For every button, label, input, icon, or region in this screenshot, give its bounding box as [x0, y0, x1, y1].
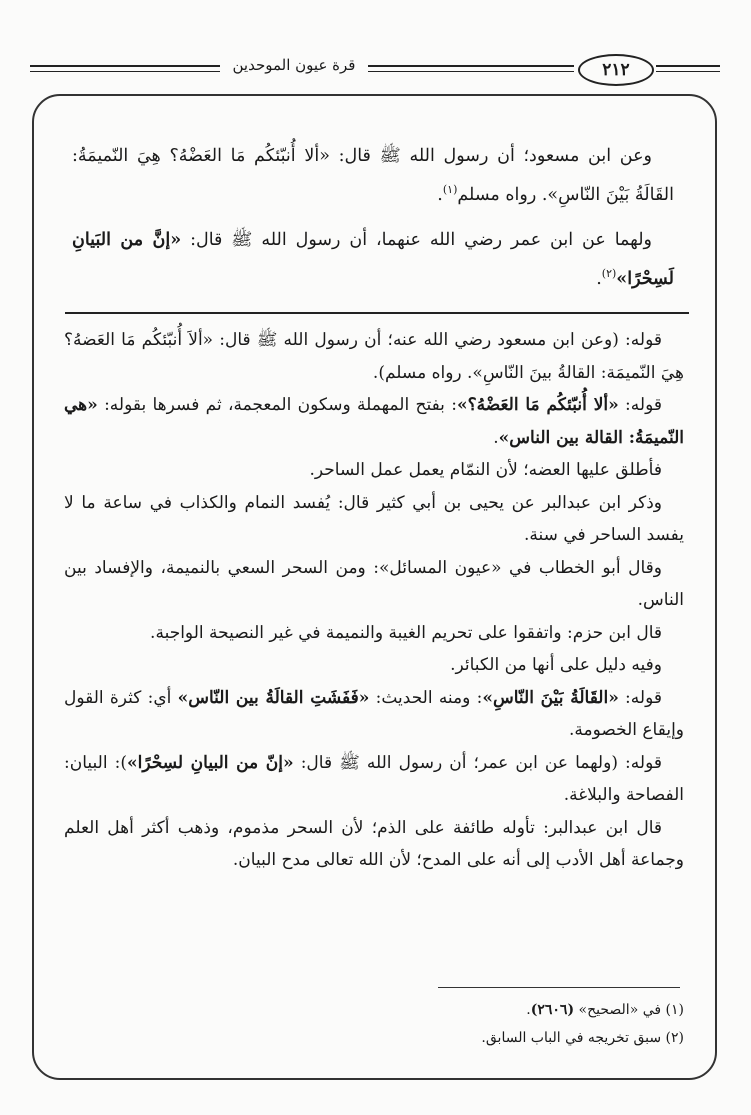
footnotes — [72, 996, 684, 1052]
footnote-1 — [72, 996, 684, 1024]
header-rule-middle-thin — [368, 71, 574, 72]
sharh-paragraph-8 — [64, 682, 684, 747]
matn-hadith-ibn-masud: وعن ابن مسعود؛ أن رسول الله ﷺ قال: «ألا أُنبّئكُم مَا العَضْهُ؟ هِيَ النّميمَةُ: القَالَةُ بَيْنَ النّاسِ». رواه مسلم — [72, 146, 674, 205]
footnote-number: (١) — [665, 1002, 684, 1018]
sharh-paragraph-10: قال ابن عبدالبر: تأوله طائفة على الذم؛ لأن السحر مذموم، وذهب أكثر أهل العلم وجماعة أهل الأدب إلى أنه على المدح؛ لأن الله تعالى مدح البيان. — [64, 817, 684, 870]
matn-hadith-ibn-umar: ولهما عن ابن عمر رضي الله عنهما، أن رسول الله ﷺ قال: — [181, 229, 652, 250]
period: . — [493, 427, 499, 448]
header-rule-middle — [368, 65, 574, 67]
sharh-paragraph-5: وقال أبو الخطاب في «عيون المسائل»: ومن السحر السعي بالنميمة، والإفساد بين الناس. — [64, 557, 684, 610]
period: . — [526, 1002, 531, 1018]
section-divider — [65, 312, 689, 314]
text: قوله: — [618, 687, 662, 708]
sharh-paragraph-9 — [64, 747, 684, 812]
footnote-ref-2: (٢) — [601, 266, 617, 280]
bold-quote: «القَالَةُ بَيْنَ النّاسِ» — [482, 687, 619, 708]
sharh-section — [64, 324, 684, 877]
bold-quote: «هي النّميمَةُ: القالة بين الناس» — [64, 395, 684, 448]
page-header — [0, 50, 751, 90]
footnote-2 — [72, 1024, 684, 1052]
bold-quote: «فَفَشَتِ القالَةُ بين النّاس» — [177, 687, 370, 708]
book-title: قرة عيون الموحدين — [228, 56, 360, 74]
sharh-paragraph-1: قوله: (وعن ابن مسعود رضي الله عنه؛ أن رسول الله ﷺ قال: «ألاَ أُنبّئكُم مَا العَضهُ؟ هِيَ النّميمَة: القالةُ بينَ النّاسِ». رواه مسلم). — [64, 330, 684, 383]
period: . — [596, 268, 602, 289]
text: قوله: (ولهما عن ابن عمر؛ أن رسول الله ﷺ قال: — [293, 752, 662, 773]
bold-quote: «ألا أُنبّئكُم مَا العَضْهُ؟» — [456, 395, 619, 415]
text: قوله: — [618, 395, 662, 415]
sharh-paragraph-3: فأطلق عليها العضه؛ لأن النمّام يعمل عمل الساحر. — [309, 460, 662, 480]
footnote-number: (٢) — [665, 1030, 684, 1046]
header-rule-left-thin — [30, 71, 220, 72]
matn-paragraph-1 — [72, 140, 674, 212]
text: : ومنه الحديث: — [369, 687, 483, 708]
matn-paragraph-2 — [72, 224, 674, 296]
sharh-paragraph-2 — [64, 389, 684, 454]
footnote-ref-1: (١) — [442, 183, 458, 196]
text: ): البيان: الفصاحة والبلاغة. — [64, 752, 684, 805]
sharh-paragraph-6: قال ابن حزم: واتفقوا على تحريم الغيبة والنميمة في غير النصيحة الواجبة. — [150, 622, 662, 643]
matn-section — [72, 140, 674, 308]
footnote-separator — [438, 987, 680, 988]
page-number: ٢١٢ — [578, 54, 654, 86]
footnote-text: في «الصحيح» — [574, 1002, 662, 1018]
text: : بفتح المهملة وسكون المعجمة، ثم فسرها بقوله: — [97, 395, 457, 415]
period: . — [437, 184, 443, 205]
bold-quote: «إنّ من البيانِ لسِحْرًا» — [127, 752, 294, 773]
sharh-paragraph-7: وفيه دليل على أنها من الكبائر. — [450, 655, 662, 675]
sharh-paragraph-4: وذكر ابن عبدالبر عن يحيى بن أبي كثير قال: يُفسد النمام والكذاب في ساعة ما لا يفسد الساحر في سنة. — [64, 492, 684, 545]
header-rule-right-thin — [656, 71, 720, 72]
footnote-hadith-number: (٢٦٠٦) — [530, 1002, 575, 1018]
header-rule-left — [30, 65, 220, 67]
matn-hadith-bold: «إنَّ من البَيانِ لَسِحْرًا» — [72, 229, 674, 289]
text: أي: كثرة القول وإيقاع الخصومة. — [64, 687, 684, 740]
footnote-text: سبق تخريجه في الباب السابق. — [481, 1030, 662, 1046]
header-rule-right — [656, 65, 720, 67]
